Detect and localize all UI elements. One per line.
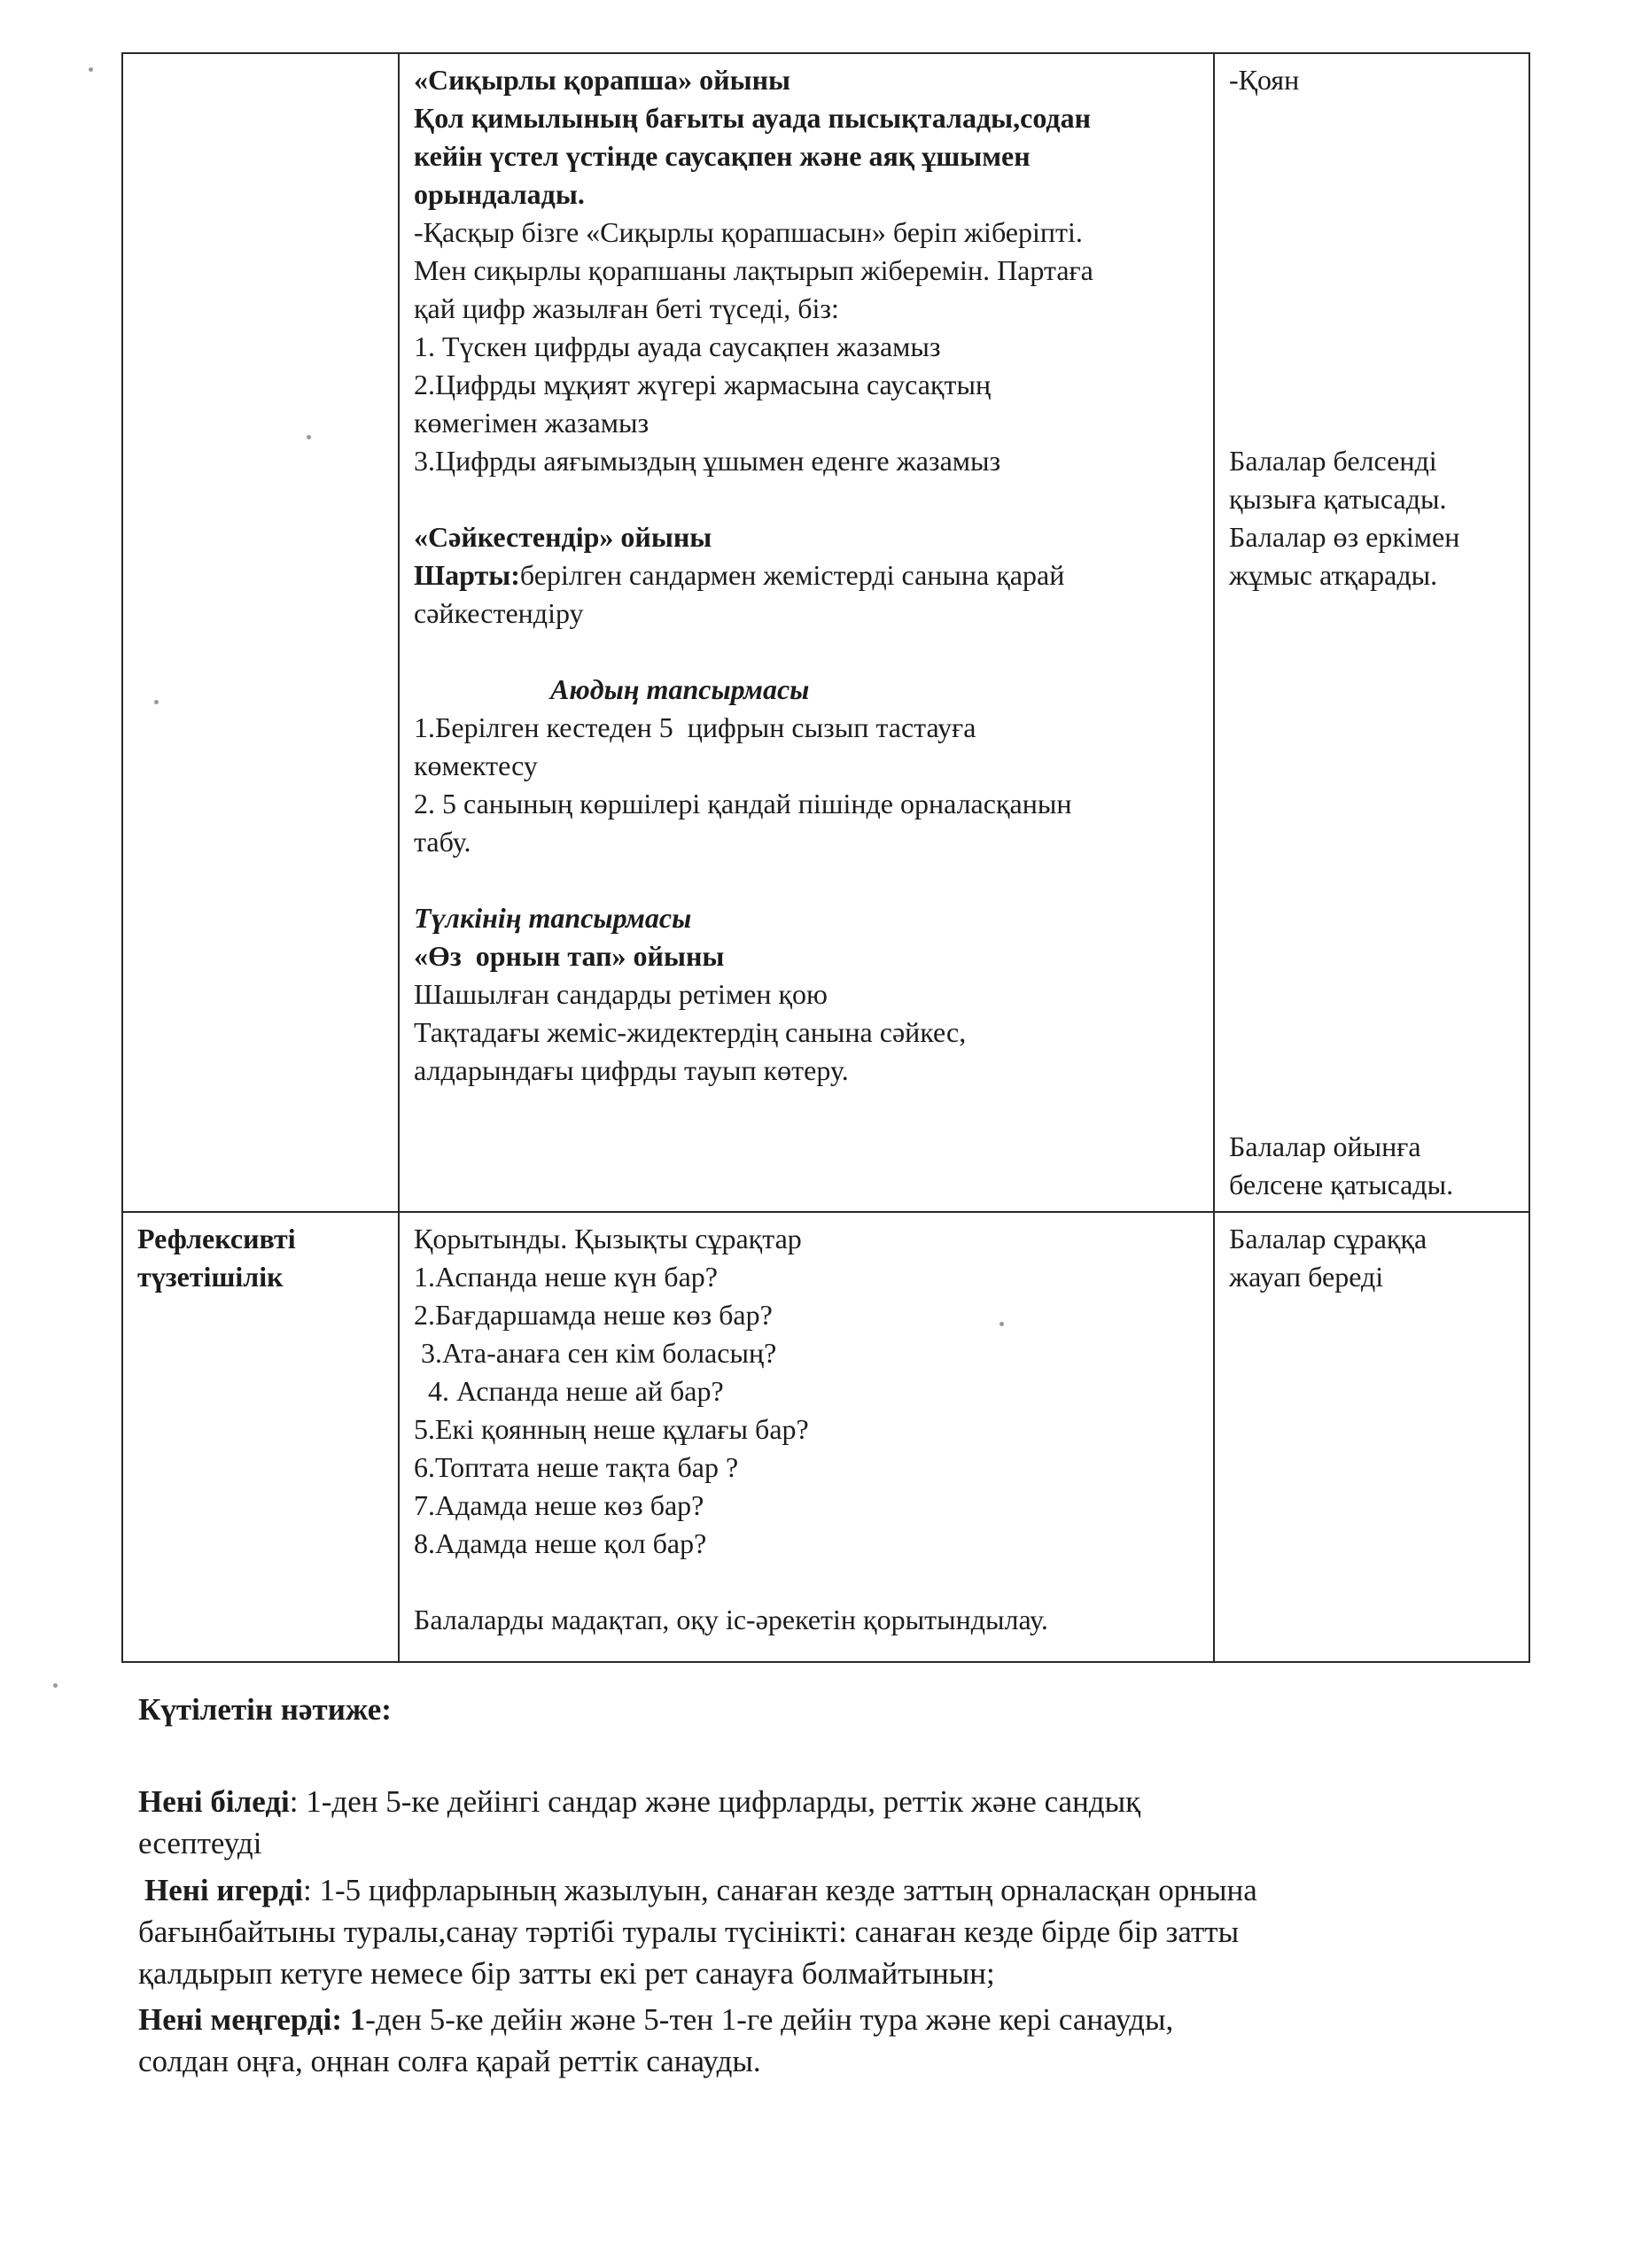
scan-speck bbox=[1000, 1322, 1004, 1326]
text-line: 1.Берілген кестеден 5 цифрын сызып тастауға bbox=[414, 711, 976, 743]
text-line: белсене қатысады. bbox=[1229, 1169, 1454, 1200]
game-title: «Сәйкестендір» ойыны bbox=[414, 521, 712, 553]
results-label: Нені меңгерді: 1 bbox=[138, 2002, 366, 2037]
lesson-table bbox=[121, 52, 1530, 1663]
text-line: Балалар сұраққа bbox=[1229, 1223, 1427, 1254]
text-line: Шашылған сандарды ретімен қою bbox=[414, 978, 828, 1010]
children-activity-cell bbox=[1214, 1212, 1529, 1662]
scan-speck bbox=[307, 435, 311, 439]
stage-cell bbox=[122, 53, 399, 1212]
question-item: 8.Адамда неше қол бар? bbox=[414, 1527, 707, 1559]
activity-cell bbox=[399, 1212, 1214, 1662]
question-item: 7.Адамда неше көз бар? bbox=[414, 1489, 704, 1521]
results-text: : 1-ден 5-ке дейінгі сандар және цифрларды, реттік және сандық bbox=[289, 1784, 1141, 1819]
results-mastered bbox=[138, 1999, 1173, 2040]
game-description: Қол қимылының бағыты ауада пысықталады,содан bbox=[414, 102, 1092, 134]
text-line: -Қасқыр бізге «Сиқырлы қорапшасын» беріп жіберіпті. bbox=[414, 216, 1083, 248]
results-heading: Күтілетін нәтиже: bbox=[138, 1692, 392, 1727]
text-line: жұмыс атқарады. bbox=[1229, 559, 1438, 591]
stage-label: Рефлексивті bbox=[137, 1223, 296, 1254]
results-text: есептеуді bbox=[138, 1826, 262, 1860]
text-line: -Қоян bbox=[1229, 64, 1300, 96]
results-text: -ден 5-ке дейін және 5-тен 1-ге дейін тура және кері санауды, bbox=[365, 2002, 1174, 2037]
results-knows bbox=[138, 1781, 1140, 1822]
text-line: көмегімен жазамыз bbox=[414, 407, 649, 439]
text-line: Балаларды мадақтап, оқу іс-әрекетін қорытындылау. bbox=[414, 1604, 1048, 1635]
question-item: 1.Аспанда неше күн бар? bbox=[414, 1261, 718, 1293]
task-title: Аюдың тапсырмасы bbox=[550, 673, 810, 705]
game-title: «Сиқырлы қорапша» ойыны bbox=[414, 64, 791, 96]
scan-speck bbox=[154, 700, 159, 704]
results-text: қалдырып кетуге немесе бір затты екі рет санауға болмайтынын; bbox=[138, 1956, 995, 1991]
text-line: жауап береді bbox=[1229, 1261, 1384, 1293]
text-line: қай цифр жазылған беті түседі, біз: bbox=[414, 292, 839, 324]
text-line: алдарындағы цифрды тауып көтеру. bbox=[414, 1054, 849, 1086]
text-line: Мен сиқырлы қорапшаны лақтырып жіберемін. Партаға bbox=[414, 254, 1093, 286]
question-item: 6.Топтата неше тақта бар ? bbox=[414, 1451, 739, 1483]
scan-speck bbox=[89, 67, 93, 72]
text-line: 2.Цифрды мұқият жүгері жармасына саусақтың bbox=[414, 369, 992, 400]
game-description: орындалады. bbox=[414, 178, 585, 210]
stage-cell bbox=[122, 1212, 399, 1662]
text-line: 1. Түскен цифрды ауада саусақпен жазамыз bbox=[414, 330, 941, 362]
children-activity-cell bbox=[1214, 53, 1529, 1212]
text-line: табу. bbox=[414, 826, 471, 858]
game-description: кейін үстел үстінде саусақпен және аяқ ұшымен bbox=[414, 140, 1031, 172]
results-text: : 1-5 цифрларының жазылуын, санаған кезде заттың орналасқан орнына bbox=[302, 1873, 1257, 1907]
question-item: 2.Бағдаршамда неше көз бар? bbox=[414, 1299, 773, 1331]
text-line: 3.Цифрды аяғымыздың ұшымен еденге жазамыз bbox=[414, 445, 1001, 477]
results-text: бағынбайтыны туралы,санау тәртібі туралы түсінікті: санаған кезде бірде бір затты bbox=[138, 1915, 1240, 1949]
text-line: Балалар өз еркімен bbox=[1229, 521, 1460, 553]
question-item: 3.Ата-анаға сен кім боласың? bbox=[414, 1337, 777, 1369]
condition-label: Шарты: bbox=[414, 559, 520, 591]
activity-cell bbox=[399, 53, 1214, 1212]
table-row bbox=[122, 1212, 1529, 1662]
results-text: солдан оңға, оңнан солға қарай реттік санауды. bbox=[138, 2044, 761, 2078]
text-line: 2. 5 санының көршілері қандай пішінде орналасқанын bbox=[414, 788, 1072, 819]
results-label: Нені игерді bbox=[144, 1873, 303, 1907]
text-line: Балалар ойынға bbox=[1229, 1130, 1421, 1162]
stage-label: түзетішілік bbox=[137, 1261, 284, 1293]
question-item: 5.Екі қоянның неше құлағы бар? bbox=[414, 1413, 809, 1445]
game-condition bbox=[414, 556, 1201, 594]
table-row bbox=[122, 53, 1529, 1212]
text-line: Қорытынды. Қызықты сұрақтар bbox=[414, 1223, 802, 1254]
text-line: сәйкестендіру bbox=[414, 597, 584, 629]
text-line: Тақтадағы жеміс-жидектердің санына сәйкес, bbox=[414, 1016, 967, 1048]
text-line: көмектесу bbox=[414, 750, 538, 781]
game-title: «Өз орнын тап» ойыны bbox=[414, 940, 725, 972]
results-label: Нені біледі bbox=[138, 1784, 290, 1819]
text-line: Балалар белсенді bbox=[1229, 445, 1437, 477]
condition-text: берілген сандармен жемістерді санына қарай bbox=[519, 559, 1065, 591]
results-learned bbox=[144, 1869, 1257, 1911]
text-line: қызыға қатысады. bbox=[1229, 483, 1447, 515]
question-item: 4. Аспанда неше ай бар? bbox=[414, 1375, 724, 1407]
task-title: Түлкінің тапсырмасы bbox=[414, 902, 692, 934]
scan-speck bbox=[53, 1683, 58, 1688]
